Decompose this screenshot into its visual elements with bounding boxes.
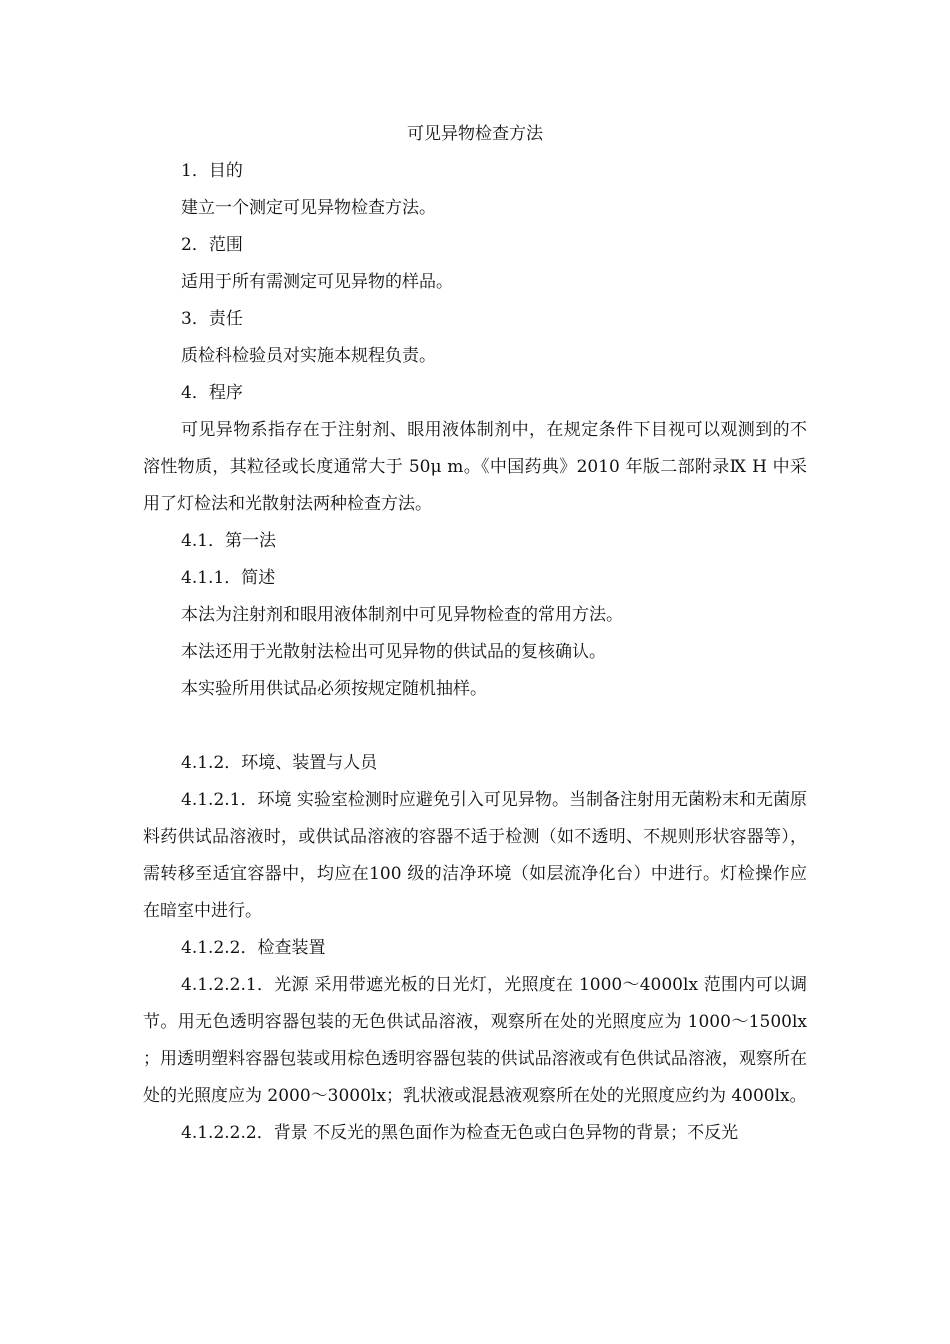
section-3-heading: 3．责任 xyxy=(181,309,243,329)
section-4-1-2-heading: 4.1.2．环境、装置与人员 xyxy=(181,753,378,773)
section-4-1-1-body-2: 本法还用于光散射法检出可见异物的供试品的复核确认。 xyxy=(181,642,606,662)
section-1-body: 建立一个测定可见异物检查方法。 xyxy=(181,198,436,218)
section-4-1-2-1-body: 4.1.2.1．环境 实验室检测时应避免引入可见异物。当制备注射用无菌粉末和无菌原料药供试品溶液时，或供试品溶液的容器不适于检测（如不透明、不规则形状容器等），需转移至适宜容器中，均应在100 级的洁净环境（如层流净化台）中进行。灯检操作应在暗室中进行。 xyxy=(143,790,807,921)
section-2-heading: 2．范围 xyxy=(181,235,243,255)
section-4-1-2-2-heading: 4.1.2.2．检查装置 xyxy=(181,938,326,958)
section-4-heading: 4．程序 xyxy=(181,383,243,403)
document-content xyxy=(143,116,807,1152)
page-title: 可见异物检查方法 xyxy=(407,124,543,144)
section-3-body: 质检科检验员对实施本规程负责。 xyxy=(181,346,436,366)
section-4-1-1-body-1: 本法为注射剂和眼用液体制剂中可见异物检查的常用方法。 xyxy=(181,605,623,625)
section-2-body: 适用于所有需测定可见异物的样品。 xyxy=(181,272,453,292)
section-4-1-1-body-3: 本实验所用供试品必须按规定随机抽样。 xyxy=(181,679,487,699)
section-1-heading: 1．目的 xyxy=(181,161,243,181)
section-4-1-heading: 4.1．第一法 xyxy=(181,531,277,551)
section-4-1-2-2-2-body: 4.1.2.2.2．背景 不反光的黑色面作为检查无色或白色异物的背景；不反光 xyxy=(181,1123,739,1143)
paragraph-gap xyxy=(143,708,807,745)
section-4-1-1-heading: 4.1.1．简述 xyxy=(181,568,276,588)
section-4-body: 可见异物系指存在于注射剂、眼用液体制剂中，在规定条件下目视可以观测到的不溶性物质，其粒径或长度通常大于 50μ m。《中国药典》2010 年版二部附录Ⅸ H 中采用了灯检法和光散射法两种检查方法。 xyxy=(143,420,807,514)
section-4-1-2-2-1-body: 4.1.2.2.1．光源 采用带遮光板的日光灯，光照度在 1000～4000lx 范围内可以调节。用无色透明容器包装的无色供试品溶液，观察所在处的光照度应为 1000～1500lx ；用透明塑料容器包装或用棕色透明容器包装的供试品溶液或有色供试品溶液，观察所在处的光照度应为 2000～3000lx；乳状液或混悬液观察所在处的光照度应约为 4000lx。 xyxy=(143,975,807,1106)
